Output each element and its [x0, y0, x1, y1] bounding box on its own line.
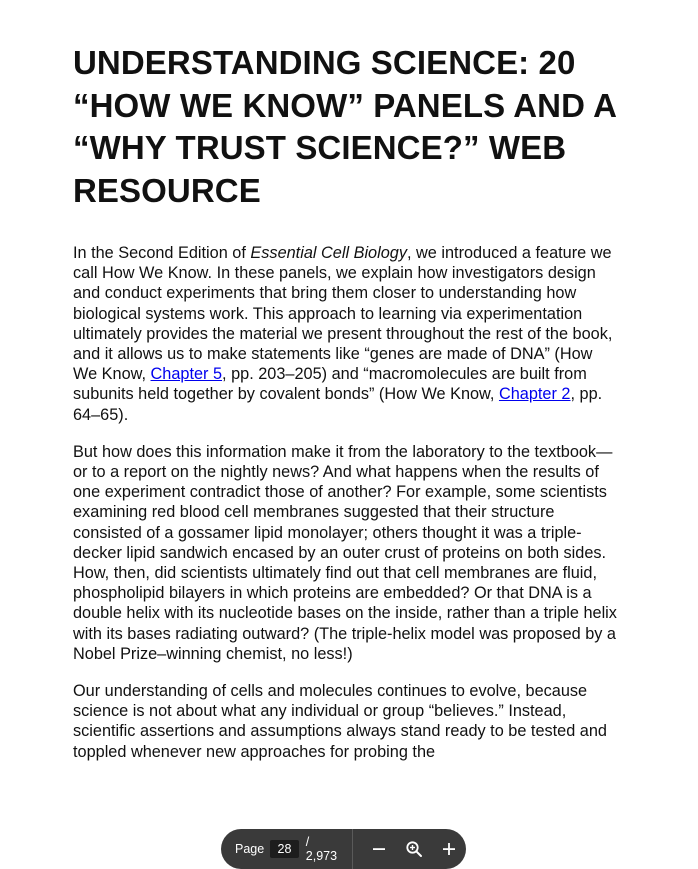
page-label: Page [235, 842, 265, 856]
paragraph-2: But how does this information make it from the laboratory to the textbook—or to a report on the nightly news? And what happens when the results of one experiment contradict those of another? For example, some scientists examining red blood cell membranes suggested that their structure consisted of a gossamer lipid monolayer; others thought it was a triple-decker lipid sandwich encased by an outer crust of proteins on both sides. How, then, did scientists ultimately find out that cell membranes are fluid, phospholipid bilayers in which proteins are embedded? Or that DNA is a double helix with its nucleotide bases on the inside, rather than a triple helix with its bases radiating outward? (The triple-helix model was proposed by a Nobel Prize–winning chemist, no less!) [73, 442, 617, 663]
paragraph-3: Our understanding of cells and molecules continues to evolve, because science is not about what any individual or group “believes.” Instead, scientific assertions and assumptions always stand ready to be tested and toppled whenever new approaches for probing the [73, 682, 607, 761]
page-content [73, 42, 618, 762]
paragraph-1-text-b: , we introduced a feature we call How We Know. In these panels, we explain how investigators design and conduct experiments that bring them closer to understanding how biological systems work. This approach to learning via experimentation ultimately provides the material we present throughout the rest of the book, and it allows us to make statements like “genes are made of DNA” (How We Know, [73, 244, 613, 384]
total-pages: / 2,973 [305, 835, 338, 863]
zoom-in-button[interactable] [438, 838, 459, 860]
zoom-fit-button[interactable] [403, 838, 424, 860]
chapter-2-link[interactable]: Chapter 2 [498, 385, 571, 404]
paragraph-1-text-c: , pp. 203–205) and “macromolecules are built from subunits held together by covalent bonds” (How We Know, [73, 365, 587, 404]
paragraph-1-text-d: , pp. 64–65). [73, 385, 603, 424]
zoom-out-button[interactable] [368, 838, 389, 860]
minus-icon [372, 842, 386, 856]
toolbar-divider [352, 829, 353, 869]
page-title: UNDERSTANDING SCIENCE: 20 “HOW WE KNOW” PANELS AND A “WHY TRUST SCIENCE?” WEB RESOURCE [73, 44, 616, 209]
plus-icon [442, 842, 456, 856]
chapter-5-link[interactable]: Chapter 5 [150, 365, 223, 384]
book-title: Essential Cell Biology [250, 244, 407, 262]
page-navigation-toolbar [221, 829, 466, 869]
zoom-icon [405, 840, 423, 858]
current-page-input[interactable]: 28 [270, 840, 299, 858]
paragraph-1-text-a: In the Second Edition of [73, 244, 251, 262]
paragraph-1 [73, 243, 618, 425]
